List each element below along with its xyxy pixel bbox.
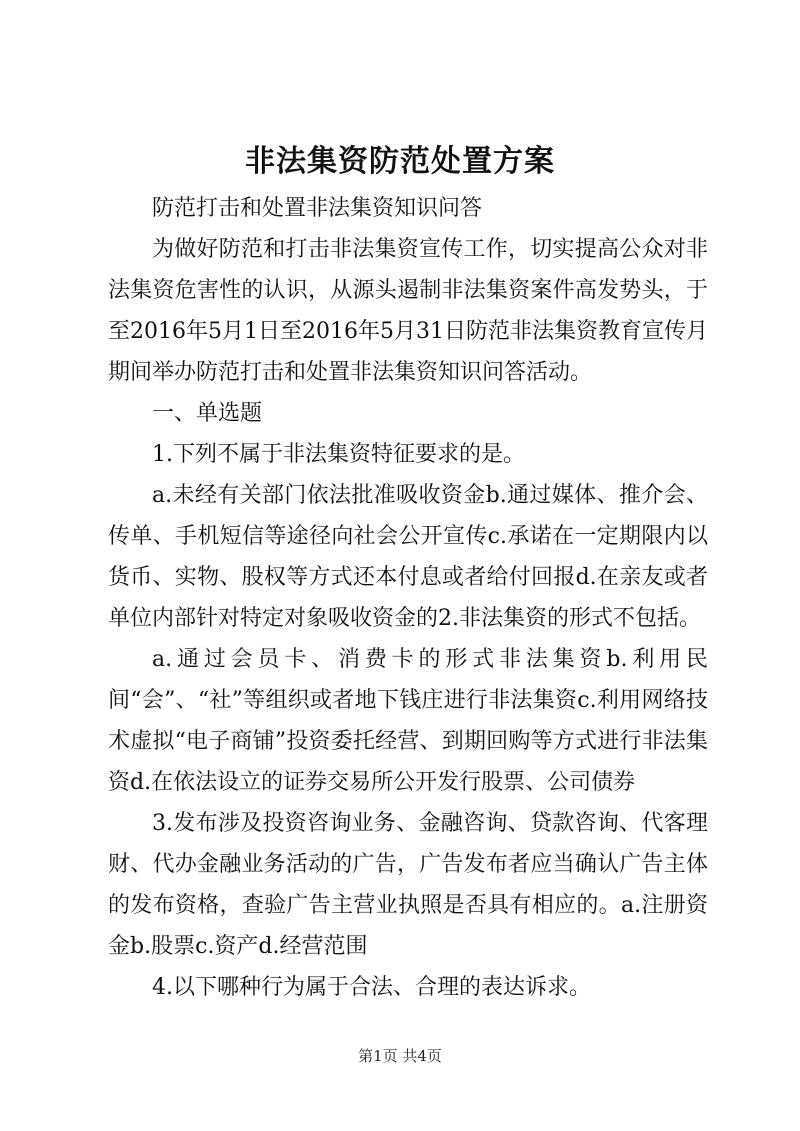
section-heading-single-choice: 一、单选题 [152, 401, 263, 426]
question-2-options: a.通过会员卡、消费卡的形式非法集资b.利用民间“会”、“社”等组织或者地下钱庄进行非法集资c.利用网络技术虚拟“电子商铺”投资委托经营、到期回购等方式进行非法集资d.在依法设立的证券交易所公开发行股票、公司债券 [108, 647, 708, 795]
page-number-footer: 第1页 共4页 [358, 1047, 442, 1065]
question-1-options: a.未经有关部门依法批准吸收资金b.通过媒体、推介会、传单、手机短信等途径向社会公开宣传c.承诺在一定期限内以货币、实物、股权等方式还本付息或者给付回报d.在亲友或者单位内部针对特定对象吸收资金的2.非法集资的形式不包括。 [108, 483, 708, 631]
question-1: 1.下列不属于非法集资特征要求的是。 [152, 442, 525, 467]
question-4: 4.以下哪种行为属于合法、合理的表达诉求。 [152, 975, 591, 1000]
document-body [108, 188, 708, 1008]
document-title: 非法集资防范处置方案 [245, 144, 555, 179]
question-3: 3.发布涉及投资咨询业务、金融咨询、贷款咨询、代客理财、代办金融业务活动的广告，广告发布者应当确认广告主体的发布资格，查验广告主营业执照是否具有相应的。a.注册资金b.股票c.资产d.经营范围 [108, 811, 708, 959]
paragraph-subtitle: 防范打击和处置非法集资知识问答 [152, 196, 483, 221]
paragraph-intro: 为做好防范和打击非法集资宣传工作，切实提高公众对非法集资危害性的认识，从源头遏制非法集资案件高发势头，于至2016年5月1日至2016年5月31日防范非法集资教育宣传月期间举办防范打击和处置非法集资知识问答活动。 [108, 237, 708, 385]
